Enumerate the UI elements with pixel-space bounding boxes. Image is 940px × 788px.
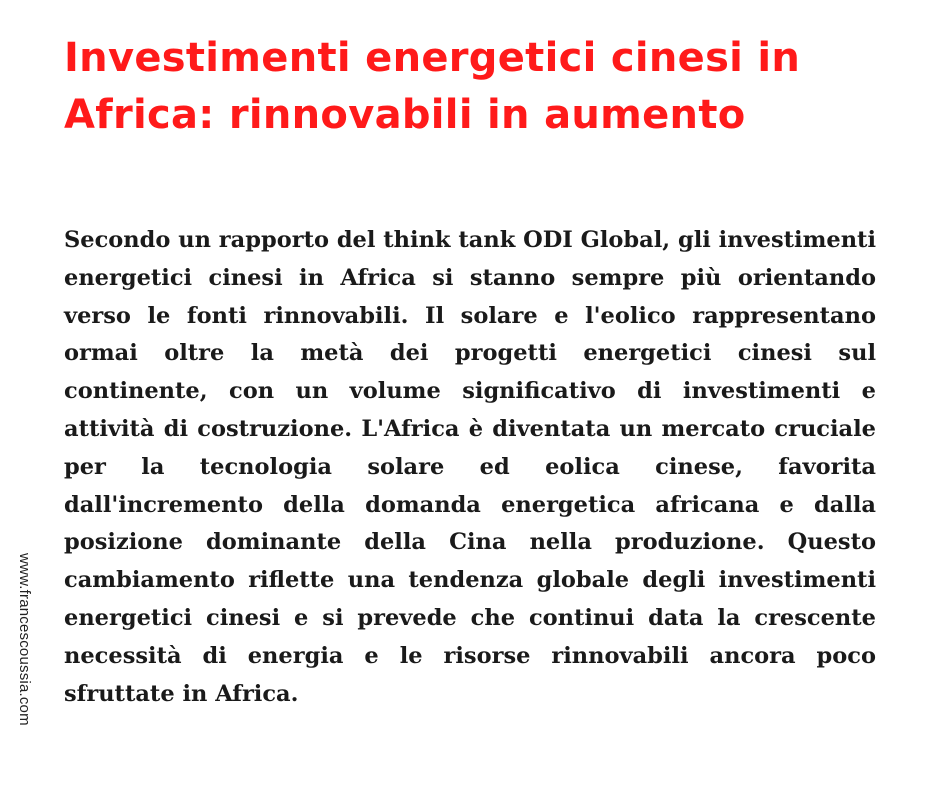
article-title: Investimenti energetici cinesi in Africa: rinnovabili in aumento: [64, 35, 801, 138]
article-body: Secondo un rapporto del think tank ODI Global, gli investimenti energetici cinesi in Africa si stanno sempre più orientando verso le fonti rinnovabili. Il solare e l'eolico rappresentano ormai oltre la metà dei progetti energetici cinesi sul continente, con un volume significativo di investimenti e attività di costruzione. L'Africa è diventata un mercato cruciale per la tecnologia solare ed eolica cinese, favorita dall'incremento della domanda energetica africana e dalla posizione dominante della Cina nella produzione. Questo cambiamento riflette una tendenza globale degli investimenti energetici cinesi e si prevede che continui data la crescente necessità di energia e le risorse rinnovabili ancora poco sfruttate in Africa.: [64, 227, 876, 707]
website-url: www.francescoussia.com: [16, 553, 33, 726]
